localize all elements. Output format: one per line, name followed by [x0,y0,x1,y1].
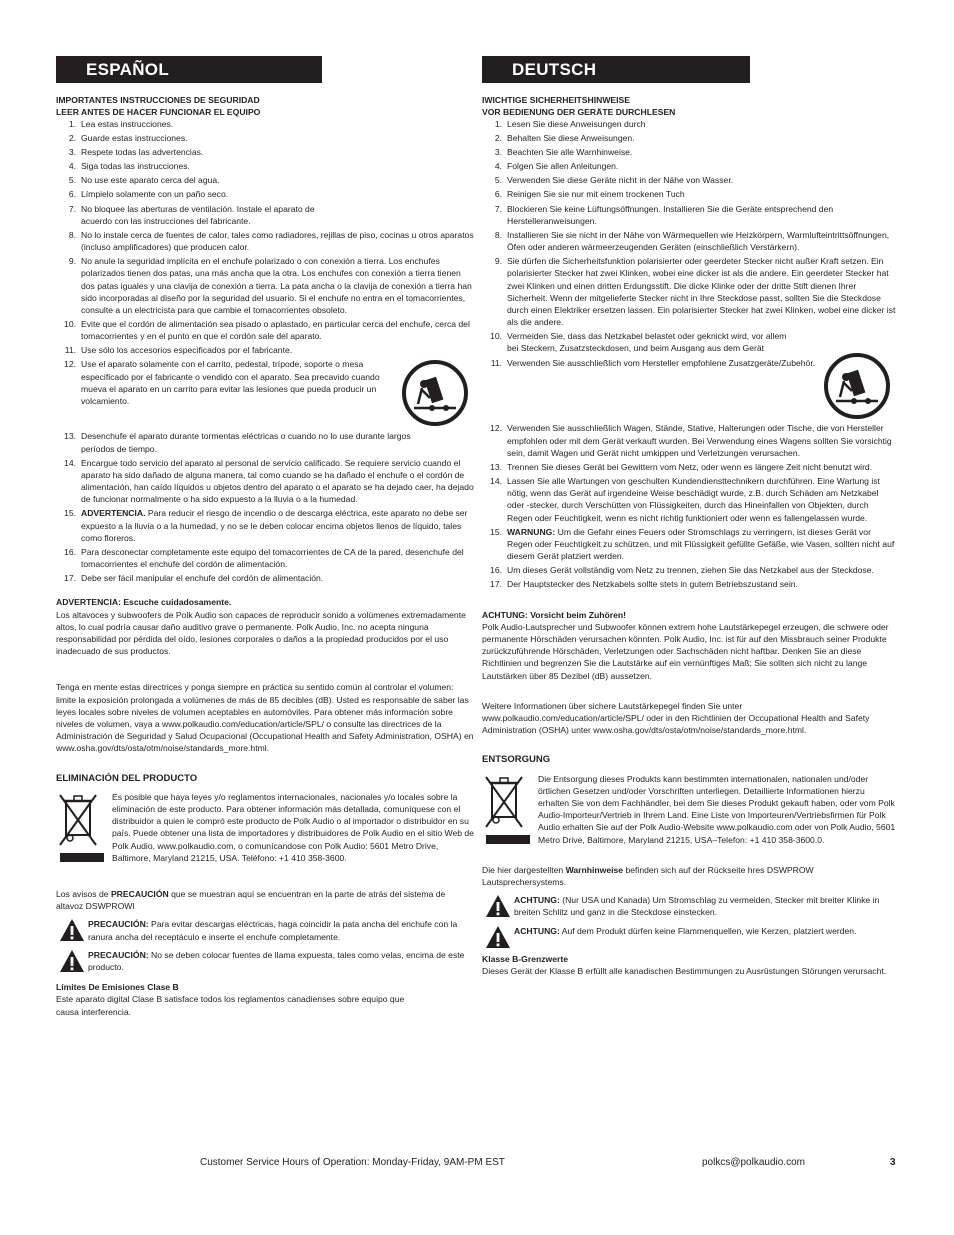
list-item: 12. Verwenden Sie ausschließlich Wagen, Stände, Stative, Halterungen oder Tische, die von Hersteller empfohlen oder mit dem Gerät verkauft wurden. Bei Verwendung eines Wagens sollten Sie vorsichtig sein, damit Wagen und Gerät nicht umkippen und Verletzungen verursachen. [490,423,892,458]
hearing-guidelines-paragraph: Tenga en mente estas directrices y ponga siempre en práctica su sentido común al controlar el volumen: limite la exposición prolongada a volúmenes de más de 85 decibles (dB). Usted es responsable de saber las leyes locales sobre niveles de volumen aceptables en automóviles. Para obtener más información sobre niveles de volumen, vaya a www.polkaudio.com/education/article/SPL/ o consulte las directrices de la Administración de Seguridad y Salud Ocupacional (Occupational Health and Safety Administration, OSHA) en www.osha.gov/dts/osta/otm/noise/standards_more.html. [56,682,474,754]
disposal-block [482,773,896,846]
class-b-title: Límites De Emisiones Clase B [56,982,179,993]
caution-open-flame: ACHTUNG: Auf dem Produkt dürfen keine Flammenquellen, wie Kerzen, platziert werden. [482,925,896,949]
list-item: 2. Guarde estas instrucciones. [68,133,188,144]
list-item: 3. Respete todas las advertencias. [68,147,204,158]
class-b-title: Klasse B-Grenzwerte [482,953,568,964]
class-b-text: Este aparato digital Clase B satisface todos los reglamentos canadienses sobre equipo que causa interferencia. [56,994,405,1017]
support-email: polkcs@polkaudio.com [702,1157,805,1168]
crossed-out-wheelie-bin-icon [56,791,100,849]
list-item: 7. No bloquee las aberturas de ventilación. Instale el aparato de acuerdo con las instrucciones del fabricante. [68,203,315,226]
section-banner-espanol: ESPAÑOL [56,56,322,83]
list-item: 8. Installieren Sie sie nicht in der Nähe von Wärmequellen wie Heizkörpern, Warmlufteintrittsöffnungen, Öfen oder anderen wärmeerzeugenden Geräten (einschließlich Verstärkern). [494,229,890,253]
list-item: 15. WARNUNG: Um die Gefahr eines Feuers oder Stromschlags zu verringern, ist dieses Gerät vor Regen oder Feuchtigkeit zu schützen, und mit Flüssigkeit gefüllte Gefäße, wie Vasen, sollten nicht auf diesem Gerät platziert werden. [490,526,895,562]
list-item: 17. Debe ser fácil manipular el enchufe del cordón de alimentación. [64,573,324,584]
list-item: 13. Desenchufe el aparato durante tormentas eléctricas o cuando no lo use durante largos períodos de tiempo. [64,431,411,454]
list-item: 11. Use sólo los accesorios especificados por el fabricante. [64,345,293,356]
caution-notice-intro: Los avisos de PRECAUCIÓN que se muestran aquí se encuentran en la parte de atrás del sistema de altavoz DSWPROWI [56,889,446,912]
cart-tip-over-warning-icon [402,360,468,426]
list-item: 5. Verwenden Sie diese Geräte nicht in der Nähe von Wasser. [494,175,734,186]
list-item: 16. Um dieses Gerät vollständig vom Netz zu trennen, ziehen Sie das Netzkabel aus der Steckdose. [490,565,874,576]
list-item: 7. Blockieren Sie keine Lüftungsöffnungen. Installieren Sie die Geräte entsprechend den Herstelleranweisungen. [494,203,834,226]
list-item: 13. Trennen Sie dieses Gerät bei Gewittern vom Netz, oder wenn es längere Zeit nicht benutzt wird. [490,461,873,472]
list-item: 9. Sie dürfen die Sicherheitsfunktion polarisierter oder geerdeter Stecker nicht außer Kraft setzen. Ein polarisierter Stecker hat zwei Klinken, wobei eine dicker ist als die andere. Ein geerdeter Stecker hat zwei Klinken und einen dritten Erdungsstift. Die dicke Klinke oder der dritte Stift dienen Ihrer Sicherheit. Wenn der mitgelieferte Stecker nicht in Ihre Steckdose passt, sollten Sie die Steckdose durch einen Elektriker ersetzen lassen. Ein polarisierter Stecker hat zwei Klinken, wobei eine dicker ist als die andere. [494,256,896,328]
caution-triangle-icon [482,894,514,918]
list-item: 5. No use este aparato cerca del agua. [68,175,220,186]
list-item: 3. Beachten Sie alle Warnhinweise. [494,147,633,158]
hearing-warning-title: ACHTUNG: Vorsicht beim Zuhören! [482,609,627,620]
disposal-title: ENTSORGUNG [482,754,551,766]
list-item: 1. Lesen Sie diese Anweisungen durch [494,119,646,129]
caution-triangle-icon [482,925,514,949]
list-item: 8. No lo instale cerca de fuentes de calor, tales como radiadores, rejillas de piso, cocinas u otros aparatos (incluso amplificadores) que producen calor. [68,229,474,253]
solid-bar-mark [60,853,104,862]
list-item: 1. Lea estas instrucciones. [68,119,174,129]
list-item: 16. Para desconectar completamente este equipo del tomacorrientes de CA de la pared, desenchufe del tomacorrientes el enchufe del cordón de alimentación. [64,546,464,570]
hearing-guidelines-paragraph: Weitere Informationen über sichere Lautstärkepegel finden Sie unter www.polkaudio.com/education/article/SPL/ oder in den Richtlinien der Occupational Health and Safety Administration (OSHA) unter www.osha.gov/dts/osta/otm/noise/standards_more.html. [482,700,870,736]
list-item: 10. Evite que el cordón de alimentación sea pisado o aplastado, en particular cerca del enchufe, cerca del tomacorrientes y en el punto en que el cordón sale del aparato. [64,319,470,342]
hearing-warning-paragraph: Los altavoces y subwoofers de Polk Audio son capaces de reproducir sonido a volúmenes extremadamente altos, lo cual podría causar daño auditivo grave o permanente. Polk Audio, Inc. no acepta ninguna responsabilidad por pérdida del oído, lesiones corporales o daños a la propiedad producidos por el uso inadecuado de sus productos. [56,609,466,657]
crossed-out-wheelie-bin-icon [482,773,526,831]
disposal-text: Die Entsorgung dieses Produkts kann bestimmten internationalen, nationalen und/oder örtlichen Gesetzen und/oder Vorschriften unterliegen. Detaillierte Informationen hierzu erhalten Sie von dem Fachhändler, bei dem Sie dieses Produkt gekauft haben, oder vom Polk Audio-Importeur/Vertrieb in Ihrem Land. Eine Liste von Importeuren/Vertriebsfirmen für Polk Audio erhalten Sie auf der Polk Audio-Website www.polkaudio.com oder von Polk Audio, 5601 Metro Drive, Baltimore, Maryland 21215, USA–Telefon: +1 410 358-3600.0. [538,773,896,845]
list-item: 10. Vermeiden Sie, dass das Netzkabel belastet oder geknickt wird, vor allem bei Steckern, Zusatzsteckdosen, und beim Ausgang aus dem Gerät [490,331,787,354]
caution-notice-intro: Die hier dargestellten Warnhinweise befinden sich auf der Rückseite hres DSWPROW Lautsprechersystems. [482,864,814,887]
section-banner-deutsch: DEUTSCH [482,56,750,83]
safety-instructions-list [482,118,896,591]
list-item: 4. Siga todas las instrucciones. [68,161,190,172]
list-item: 6. Reinigen Sie sie nur mit einem trockenen Tuch [494,189,685,200]
list-item: 6. Límpielo solamente con un paño seco. [68,189,229,200]
safety-instructions-list [56,118,474,584]
list-item: 11. Verwenden Sie ausschließlich vom Hersteller empfohlene Zusatzgeräte/Zubehör. [482,357,896,421]
list-item: 17. Der Hauptstecker des Netzkabels sollte stets in gutem Betriebszustand sein. [490,579,798,590]
list-item: 15. ADVERTENCIA. Para reducir el riesgo de incendio o de descarga eléctrica, este aparato no debe ser expuesto a la lluvia o a la humedad, y no se le deben colocar encima objetos llenos de líquido, tales como floreros. [64,508,468,543]
hearing-warning-paragraph: Polk Audio-Lautsprecher und Subwoofer können extrem hohe Lautstärkepegel erzeugen, die schwere oder permanente Hörschäden verursachen könnten. Polk Audio, Inc. ist für auf den Missbrauch seiner Produkte zurückzuführende Hörschäden, Verletzungen oder Sachschäden nicht haftbar. Denken Sie an diese Richtlinien und begrenzen Sie die Lautstärke auf ein vernünftiges Maß: Sie sollten sich nicht zu lange Lautstärken über 85 Dezibel (dB) aussetzen. [482,621,889,681]
list-item: 14. Encargue todo servicio del aparato al personal de servicio calificado. Se requiere servicio cuando el aparato ha sido dañado de alguna manera, tal como cuando se ha dañado el enchufe o el cordón de alimentación, han caído líquidos u objetos dentro del aparato o el aparato se ha dejado caer, ha dejado de funcionar normalmente o ha sido expuesto a la lluvia o a la humedad. [64,457,474,505]
spanish-column [56,56,474,1018]
page-number: 3 [890,1157,896,1168]
caution-triangle-icon [56,949,88,973]
disposal-text: Es posible que haya leyes y/o reglamentos internacionales, nacionales y/o locales sobre la eliminación de este producto. Para obtener información más detallada, comuníquese con el distribuidor a quien le compró este producto de Polk Audio o al importador o distribuidor en su país. Puede obtener una lista de importadores y distribuidores de Polk Audio en el sitio Web de Polk Audio, www.polkaudio.com, o comunícandose con Polk Audio: 5601 Metro Drive, Baltimore, Maryland 21215, USA. Teléfono: +1 410 358-3600. [112,791,474,863]
class-b-text: Dieses Gerät der Klasse B erfüllt alle kanadischen Bestimmungen zu Ausrüstungen Störungen verursacht. [482,965,887,976]
list-item: 12. Use el aparato solamente con el carrito, pedestal, trípode, soporte o mesa especificado por el fabricante o vendido con el aparato. Sea precavido cuando mueva el aparato en un carrito para evitar las lesiones que pueda producir un volcamiento. [56,358,474,428]
caution-open-flame: PRECAUCIÓN: No se deben colocar fuentes de llama expuesta, tales como velas, encima de este producto. [56,949,474,973]
caution-electric-shock: PRECAUCIÓN: Para evitar descargas eléctricas, haga coincidir la pata ancha del enchufe con la ranura ancha del receptáculo e inserte el enchufe completamente. [56,918,474,942]
list-item: 14. Lassen Sie alle Wartungen von geschulten Kundendiensttechnikern durchführen. Eine Wartung ist nötig, wenn das Gerät auf irgendeine Weise beschädigt wurde, z.B. durch Schäden am Netzkabel oder -stecker, durch Verschütten von Flüssigkeiten, durch das Hineinfallen von Objekten, durch Regen oder Feuchtigkeit, wenn es nicht richtig funktioniert oder wenn es fallengelassen wurde. [490,476,880,523]
disposal-block [56,791,474,864]
list-item: 4. Folgen Sie allen Anleitungen. [494,161,619,172]
customer-service-hours: Customer Service Hours of Operation: Monday-Friday, 9AM-PM EST [200,1157,505,1168]
caution-electric-shock: ACHTUNG: (Nur USA und Kanada) Um Stromschlag zu vermeiden, Stecker mit breiter Klinke in breiten Schlitz und ganz in die Steckdose einstecken. [482,894,896,918]
safety-heading: IWICHTIGE SICHERHEITSHINWEISE VOR BEDIENUNG DER GERÄTE DURCHLESEN [482,95,676,117]
german-column [482,56,896,977]
caution-triangle-icon [56,918,88,942]
list-item: 9. No anule la seguridad implícita en el enchufe polarizado o con conexión a tierra. Los enchufes polarizados tienen dos patas, una más ancha que la otra. Los enchufes con conexión a tierra tienen dos patas iguales y una clavija de conexión a tierra. La pata ancha o la clavija de conexión a tierra han sido incorporadas al diseño por la seguridad del usuario. Si el enchufe no entra en el tomacorrientes, consulte a un electricista para que cambie el tomacorrientes obsoleto. [68,256,472,315]
safety-heading: IMPORTANTES INSTRUCCIONES DE SEGURIDAD LEER ANTES DE HACER FUNCIONAR EL EQUIPO [56,95,261,117]
disposal-title: ELIMINACIÓN DEL PRODUCTO [56,772,198,784]
cart-tip-over-warning-icon [824,353,890,419]
list-item: 2. Behalten Sie diese Anweisungen. [494,133,635,144]
hearing-warning-title: ADVERTENCIA: Escuche cuidadosamente. [56,597,232,608]
solid-bar-mark [486,835,530,844]
